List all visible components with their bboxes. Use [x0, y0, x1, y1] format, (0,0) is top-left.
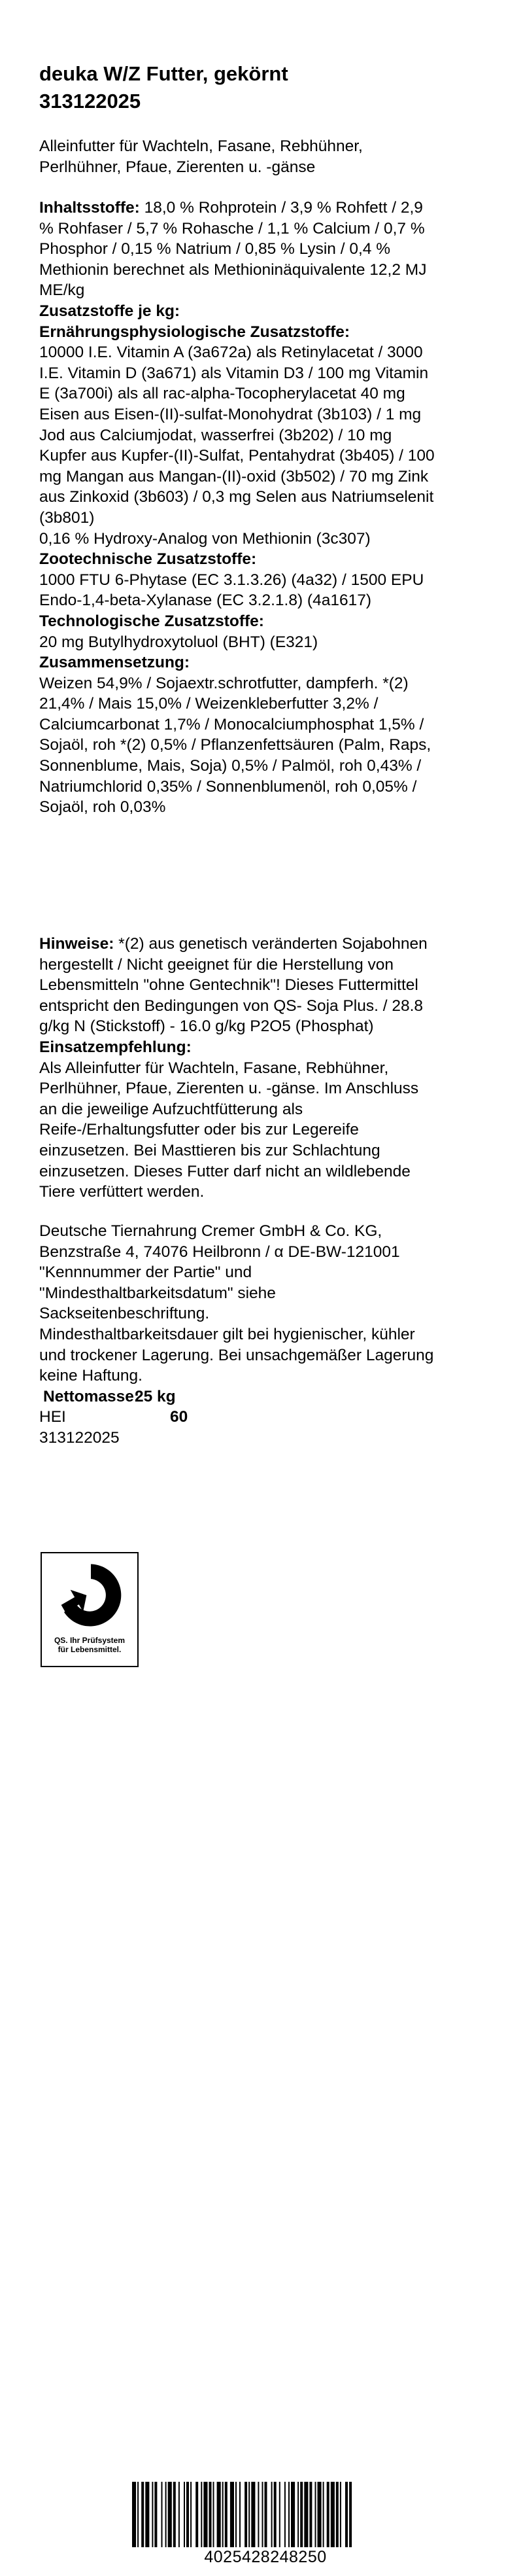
notes-label: Hinweise: [39, 935, 114, 953]
usage-line: einzusetzen. Dieses Futter darf nicht an wildlebende [39, 1162, 411, 1180]
net-mass [39, 1386, 484, 1407]
manufacturer-line: Sackseitenbeschriftung. [39, 1305, 210, 1323]
barcode-bar [300, 2482, 303, 2547]
ingredients-line: ME/kg [39, 281, 85, 300]
manufacturer-line: Benzstraße 4, 74076 Heilbronn / α DE-BW-121001 [39, 1243, 400, 1261]
barcode-bar [217, 2482, 221, 2547]
technological-heading: Technologische Zusatzstoffe: [39, 612, 264, 630]
manufacturer-line: Deutsche Tiernahrung Cremer GmbH & Co. KG, [39, 1222, 382, 1240]
ingredients-line: Phosphor / 0,15 % Natrium / 0,85 % Lysin / 0,4 % [39, 240, 391, 258]
nutritional-line: aus Zinkoxid (3b603) / 0,3 mg Selen aus Natriumselenit [39, 488, 434, 506]
nutritional-line: Kupfer aus Kupfer-(II)-Sulfat, Pentahydrat (3b405) / 100 [39, 447, 435, 465]
barcode-bar [230, 2482, 234, 2547]
notes-line: Lebensmitteln "ohne Gentechnik"! Dieses Futtermittel [39, 976, 418, 995]
barcode-bar [213, 2482, 214, 2547]
qs-seal-line: QS. Ihr Prüfsystem [54, 1636, 126, 1645]
barcode-bar [235, 2482, 237, 2547]
usage-line: an die jeweilige Aufzuchtfütterung als [39, 1100, 303, 1118]
qs-seal [41, 1552, 139, 1667]
barcode-bar [309, 2482, 312, 2547]
usage-heading: Einsatzempfehlung: [39, 1038, 192, 1056]
nutritional-line: Jod aus Calciumjodat, wasserfrei (3b202) / 10 mg [39, 426, 392, 444]
barcode-bar [284, 2482, 286, 2547]
article-number: 313122025 [39, 1428, 120, 1447]
nutritional-line: I.E. Vitamin D (3a671) als Vitamin D3 / 100 mg Vitamin [39, 364, 429, 382]
additives-section [39, 301, 484, 818]
barcode-bar [345, 2482, 348, 2547]
barcode-bar [340, 2482, 341, 2547]
barcode-bar [203, 2482, 207, 2547]
barcode-bar [161, 2482, 163, 2547]
barcode-bar [327, 2482, 329, 2547]
barcode-bar [331, 2482, 335, 2547]
barcode-bar [271, 2482, 273, 2547]
barcode-bar [248, 2482, 250, 2547]
notes-line: hergestellt / Nicht geeignet für die Herstellung von [39, 955, 394, 974]
composition-line: Natriumchlorid 0,35% / Sonnenblumenöl, roh 0,05% / [39, 777, 417, 796]
barcode-bar [315, 2482, 316, 2547]
zootechnical-heading: Zootechnische Zusatzstoffe: [39, 550, 257, 569]
qs-logo-icon [56, 1560, 126, 1631]
composition-line: Sonnenblume, Mais, Soja) 0,5% / Palmöl, roh 0,43% / [39, 757, 422, 775]
qs-seal-line: für Lebensmittel. [58, 1645, 122, 1654]
barcode-bar [201, 2482, 202, 2547]
composition-line: Calciumcarbonat 1,7% / Monocalciumphosphat 1,5% / [39, 715, 424, 733]
qs-seal-text [42, 1636, 137, 1654]
composition-heading: Zusammensetzung: [39, 654, 190, 672]
barcode-bar [291, 2482, 295, 2547]
notes-line [39, 934, 484, 955]
ingredients-text: 18,0 % Rohprotein / 3,9 % Rohfett / 2,9 [139, 199, 423, 217]
ingredients-line: Methionin berechnet als Methioninäquivalente 12,2 MJ [39, 260, 427, 279]
barcode-bar [141, 2482, 144, 2547]
barcode-bar [304, 2482, 308, 2547]
barcode-bar [132, 2482, 136, 2547]
nutritional-line: Eisen aus Eisen-(II)-sulfat-Monohydrat (3b103) / 1 mg [39, 405, 422, 423]
net-mass-value: 25 kg [135, 1387, 176, 1405]
hei-row [39, 1407, 484, 1428]
barcode-bar [336, 2482, 339, 2547]
barcode-bar [152, 2482, 153, 2547]
manufacturer-line: "Mindesthaltbarkeitsdatum" siehe [39, 1284, 276, 1302]
barcode-bar [239, 2482, 241, 2547]
barcode-bar [318, 2482, 322, 2547]
hei-label: HEI [39, 1408, 66, 1426]
barcode-bar [178, 2482, 180, 2547]
barcode-bar [258, 2482, 259, 2547]
nutritional-line: 0,16 % Hydroxy-Analog von Methionin (3c307) [39, 529, 371, 548]
barcode-bar [222, 2482, 224, 2547]
additives-heading: Zusatzstoffe je kg: [39, 302, 180, 320]
description-line: Perlhühner, Pfaue, Zierenten u. -gänse [39, 158, 316, 176]
composition-line: Sojaöl, roh 0,03% [39, 798, 166, 817]
barcode-bar [279, 2482, 280, 2547]
notes-line: entspricht den Bedingungen von QS- Soja Plus. / 28.8 [39, 997, 424, 1015]
description [39, 136, 484, 177]
barcode-bar [165, 2482, 167, 2547]
hei-value: 60 [170, 1408, 188, 1426]
barcode-bar [137, 2482, 139, 2547]
barcode-bar [265, 2482, 267, 2547]
manufacturer-section [39, 1221, 484, 1449]
barcode-bar [288, 2482, 290, 2547]
ingredients-line: % Rohfaser / 5,7 % Rohasche / 1,1 % Calcium / 0,7 % [39, 219, 425, 238]
barcode-bar [323, 2482, 324, 2547]
barcode-bar [274, 2482, 277, 2547]
barcode-bar [245, 2482, 247, 2547]
barcode-bar [297, 2482, 299, 2547]
barcode-bar [173, 2482, 176, 2547]
barcode-bar [186, 2482, 189, 2547]
ingredients-line [39, 198, 484, 219]
product-name: deuka W/Z Futter, gekörnt [39, 62, 288, 85]
barcode-bar [184, 2482, 185, 2547]
zootechnical-line: 1000 FTU 6-Phytase (EC 3.1.3.26) (4a32) / 1500 EPU [39, 571, 424, 589]
manufacturer-line: und trockener Lagerung. Bei unsachgemäßer Lagerung [39, 1346, 434, 1364]
zootechnical-line: Endo-1,4-beta-Xylanase (EC 3.2.1.8) (4a1617) [39, 591, 371, 610]
manufacturer-line: Mindesthaltbarkeitsdauer gilt bei hygienischer, kühler [39, 1325, 415, 1343]
nutritional-line: (3b801) [39, 508, 95, 527]
net-mass-label: Nettomasse: [43, 1387, 140, 1405]
manufacturer-line: "Kennnummer der Partie" und [39, 1263, 252, 1282]
nutritional-line: E (3a700i) als all rac-alpha-Tocopherylacetat 40 mg [39, 385, 405, 403]
barcode-bar [251, 2482, 255, 2547]
notes-text: *(2) aus genetisch veränderten Sojabohnen [114, 935, 428, 953]
manufacturer-line: keine Haftung. [39, 1367, 143, 1385]
composition-line: 21,4% / Mais 15,0% / Weizenkleberfutter 3,2% / [39, 695, 379, 713]
product-code: 313122025 [39, 90, 141, 113]
barcode-bar [225, 2482, 228, 2547]
barcode [128, 2482, 403, 2547]
barcode-bar [209, 2482, 212, 2547]
barcode-number: 4025428248250 [204, 2548, 327, 2566]
nutritional-line: mg Mangan aus Mangan-(II)-oxid (3b502) / 70 mg Zink [39, 467, 429, 485]
barcode-bar [145, 2482, 149, 2547]
barcode-bar [349, 2482, 352, 2547]
usage-line: Als Alleinfutter für Wachteln, Fasane, Rebhühner, [39, 1059, 389, 1077]
usage-line: einzusetzen. Bei Masttieren bis zur Schlachtung [39, 1141, 380, 1159]
product-title [39, 60, 484, 115]
nutritional-heading: Ernährungsphysiologische Zusatzstoffe: [39, 323, 350, 341]
usage-line: Perlhühner, Pfaue, Zierenten u. -gänse. Im Anschluss [39, 1080, 419, 1098]
barcode-bar [262, 2482, 263, 2547]
notes-section [39, 934, 484, 1203]
usage-line: Reife-/Erhaltungsfutter oder bis zur Legereife [39, 1121, 359, 1139]
barcode-bar [154, 2482, 157, 2547]
ingredients-section [39, 198, 484, 301]
description-line: Alleinfutter für Wachteln, Fasane, Rebhühner, [39, 137, 363, 155]
composition-line: Weizen 54,9% / Sojaextr.schrotfutter, dampferh. *(2) [39, 674, 409, 692]
notes-line: g/kg N (Stickstoff) - 16.0 g/kg P2O5 (Phosphat) [39, 1017, 374, 1036]
barcode-bar [195, 2482, 198, 2547]
nutritional-line: 10000 I.E. Vitamin A (3a672a) als Retinylacetat / 3000 [39, 344, 423, 362]
composition-line: Sojaöl, roh *(2) 0,5% / Pflanzenfettsäuren (Palm, Raps, [39, 736, 431, 754]
ingredients-label: Inhaltsstoffe: [39, 199, 140, 217]
barcode-bar [190, 2482, 192, 2547]
barcode-bar [168, 2482, 172, 2547]
technological-line: 20 mg Butylhydroxytoluol (BHT) (E321) [39, 633, 318, 651]
usage-line: Tiere verfüttert werden. [39, 1183, 205, 1201]
